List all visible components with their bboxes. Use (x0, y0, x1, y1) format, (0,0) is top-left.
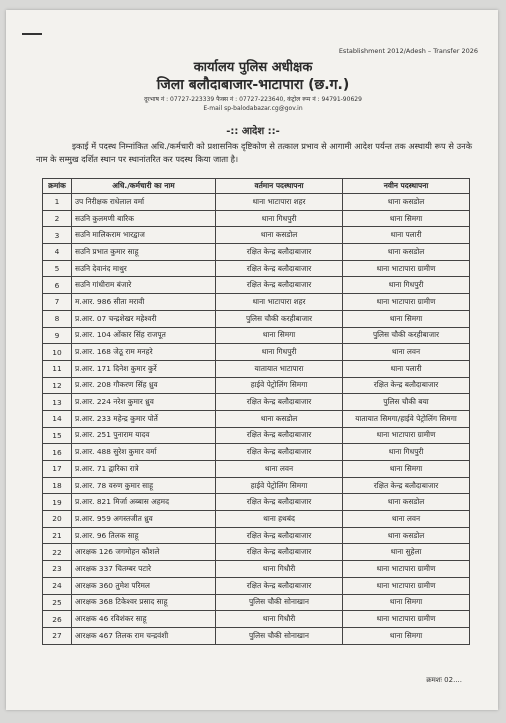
cell-name: सउनि मालिकराम भारद्वाज (72, 227, 216, 244)
table-row (43, 327, 470, 344)
cell-sno: 25 (43, 594, 72, 611)
table-row (43, 260, 470, 277)
cell-sno: 7 (43, 294, 72, 311)
cell-current-posting: थाना भाटापारा शहर (216, 194, 343, 211)
table-row (43, 377, 470, 394)
cell-name: सउनि गांधीराम बंजारे (72, 277, 216, 294)
cell-sno: 20 (43, 511, 72, 528)
page-continuation: क्रमशः 02.... (426, 676, 462, 684)
cell-new-posting: थाना सिमगा (343, 627, 470, 644)
cell-new-posting: थाना गिधपुरी (343, 444, 470, 461)
cell-name: प्र.आर. 171 दिनेश कुमार कुर्रे (72, 360, 216, 377)
cell-name: प्र.आर. 168 जेठू राम मनहरे (72, 344, 216, 361)
cell-current-posting: रक्षित केन्द्र बलौदाबाजार (216, 427, 343, 444)
cell-name: आरक्षक 360 तुमेश परिमल (72, 577, 216, 594)
order-text (36, 140, 472, 166)
cell-new-posting: थाना लवन (343, 344, 470, 361)
cell-new-posting: थाना कसडोल (343, 494, 470, 511)
cell-current-posting: थाना भाटापारा शहर (216, 294, 343, 311)
cell-name: प्र.आर. 07 चन्द्रशेखर महेश्वरी (72, 310, 216, 327)
order-paragraph: इकाई में पदस्थ निम्नांकित अधि./कर्मचारी को प्रशासनिक दृष्टिकोण से तत्काल प्रभाव से आगामी आदेश पर्यन्त तक अस्थायी रूप से उनके नाम के सम्मुख दर्शित स्थान पर स्थानांतरित कर पदस्थ किया जाता है। (36, 141, 472, 164)
cell-current-posting: थाना गिधौरी (216, 611, 343, 628)
cell-current-posting: रक्षित केन्द्र बलौदाबाजार (216, 444, 343, 461)
table-row (43, 594, 470, 611)
col-header-new: नवीन पदस्थापना (343, 179, 470, 194)
table-row (43, 544, 470, 561)
table-row (43, 310, 470, 327)
cell-current-posting: थाना सिमगा (216, 327, 343, 344)
cell-name: आरक्षक 467 तिलक राम चन्द्रवंशी (72, 627, 216, 644)
cell-sno: 3 (43, 227, 72, 244)
cell-sno: 21 (43, 527, 72, 544)
cell-current-posting: पुलिस चौकी करहीबाजार (216, 310, 343, 327)
cell-new-posting: पुलिस चौकी बया (343, 394, 470, 411)
cell-current-posting: थाना कसडोल (216, 227, 343, 244)
cell-sno: 6 (43, 277, 72, 294)
cell-current-posting: हाईवे पेट्रोलिंग सिमगा (216, 477, 343, 494)
table-row (43, 627, 470, 644)
cell-current-posting: थाना गिधपुरी (216, 210, 343, 227)
email-line: E-mail sp-balodabazar.cg@gov.in (203, 105, 303, 112)
cell-current-posting: थाना हथबंद (216, 511, 343, 528)
cell-sno: 12 (43, 377, 72, 394)
table-header-row (43, 179, 470, 194)
cell-current-posting: पुलिस चौकी सोनाखान (216, 627, 343, 644)
cell-sno: 15 (43, 427, 72, 444)
cell-sno: 22 (43, 544, 72, 561)
cell-current-posting: रक्षित केन्द्र बलौदाबाजार (216, 277, 343, 294)
office-title: कार्यालय पुलिस अधीक्षक (193, 60, 313, 75)
table-row (43, 344, 470, 361)
pen-mark (22, 33, 42, 35)
table-row (43, 244, 470, 261)
cell-new-posting: रक्षित केन्द्र बलौदाबाजार (343, 477, 470, 494)
cell-new-posting: पुलिस चौकी करहीबाजार (343, 327, 470, 344)
cell-new-posting: थाना पलारी (343, 227, 470, 244)
cell-name: सउनि प्रभात कुमार साहू (72, 244, 216, 261)
cell-sno: 13 (43, 394, 72, 411)
cell-name: सउनि देवानंद माथुर (72, 260, 216, 277)
table-row (43, 227, 470, 244)
cell-sno: 26 (43, 611, 72, 628)
cell-new-posting: थाना भाटापारा ग्रामीण (343, 260, 470, 277)
cell-new-posting: थाना कसडोल (343, 194, 470, 211)
cell-sno: 24 (43, 577, 72, 594)
cell-name: प्र.आर. 78 वरुण कुमार साहू (72, 477, 216, 494)
cell-name: प्र.आर. 821 मिर्जा अब्बास अहमद (72, 494, 216, 511)
cell-new-posting: थाना कसडोल (343, 244, 470, 261)
table-row (43, 277, 470, 294)
cell-name: प्र.आर. 96 तिलक साहू (72, 527, 216, 544)
cell-name: आरक्षक 337 चितम्बर पटारे (72, 561, 216, 578)
cell-new-posting: थाना गिधपुरी (343, 277, 470, 294)
cell-name: प्र.आर. 488 सुरेश कुमार वर्मा (72, 444, 216, 461)
cell-current-posting: थाना लवन (216, 461, 343, 478)
cell-name: प्र.आर. 224 नरेश कुमार ध्रुव (72, 394, 216, 411)
transfer-table (42, 178, 470, 645)
cell-sno: 10 (43, 344, 72, 361)
table-row (43, 194, 470, 211)
cell-current-posting: रक्षित केन्द्र बलौदाबाजार (216, 527, 343, 544)
table-row (43, 360, 470, 377)
col-header-current: वर्तमान पदस्थापना (216, 179, 343, 194)
table-row (43, 294, 470, 311)
cell-current-posting: पुलिस चौकी सोनाखान (216, 594, 343, 611)
cell-name: प्र.आर. 233 महेन्द्र कुमार पोर्ते (72, 410, 216, 427)
cell-new-posting: थाना सिमगा (343, 310, 470, 327)
table-row (43, 210, 470, 227)
cell-new-posting: यातायात सिमगा/हाईवे पेट्रोलिंग सिमगा (343, 410, 470, 427)
cell-current-posting: रक्षित केन्द्र बलौदाबाजार (216, 244, 343, 261)
cell-new-posting: थाना भाटापारा ग्रामीण (343, 611, 470, 628)
cell-sno: 18 (43, 477, 72, 494)
cell-new-posting: थाना लवन (343, 511, 470, 528)
cell-sno: 11 (43, 360, 72, 377)
table-row (43, 410, 470, 427)
order-heading: -:: आदेश ::- (226, 126, 280, 137)
cell-current-posting: रक्षित केन्द्र बलौदाबाजार (216, 260, 343, 277)
cell-sno: 23 (43, 561, 72, 578)
cell-current-posting: थाना गिधौरी (216, 561, 343, 578)
cell-new-posting: थाना सिमगा (343, 461, 470, 478)
cell-sno: 1 (43, 194, 72, 211)
col-header-name: अधि./कर्मचारी का नाम (72, 179, 216, 194)
cell-current-posting: हाईवे पेट्रोलिंग सिमगा (216, 377, 343, 394)
cell-current-posting: थाना कसडोल (216, 410, 343, 427)
cell-new-posting: थाना भाटापारा ग्रामीण (343, 294, 470, 311)
cell-current-posting: यातायात भाटापारा (216, 360, 343, 377)
cell-name: उप निरीक्षक राधेलाल वर्मा (72, 194, 216, 211)
cell-name: आरक्षक 368 टिकेश्वर प्रसाद साहू (72, 594, 216, 611)
cell-current-posting: रक्षित केन्द्र बलौदाबाजार (216, 394, 343, 411)
cell-sno: 9 (43, 327, 72, 344)
table-row (43, 561, 470, 578)
cell-sno: 4 (43, 244, 72, 261)
table-row (43, 444, 470, 461)
cell-new-posting: थाना सिमगा (343, 210, 470, 227)
cell-sno: 17 (43, 461, 72, 478)
table-row (43, 394, 470, 411)
cell-sno: 5 (43, 260, 72, 277)
cell-name: आरक्षक 46 रविशंकर साहू (72, 611, 216, 628)
cell-new-posting: थाना भाटापारा ग्रामीण (343, 577, 470, 594)
cell-new-posting: रक्षित केन्द्र बलौदाबाजार (343, 377, 470, 394)
cell-name: प्र.आर. 959 अगस्तजीत ध्रुव (72, 511, 216, 528)
table-row (43, 477, 470, 494)
cell-current-posting: थाना गिधपुरी (216, 344, 343, 361)
table-row (43, 461, 470, 478)
cell-sno: 14 (43, 410, 72, 427)
table-row (43, 427, 470, 444)
cell-name: आरक्षक 126 जगमोहन कौशले (72, 544, 216, 561)
district-title: जिला बलौदाबाजार-भाटापारा (छ.ग.) (156, 77, 350, 93)
cell-sno: 8 (43, 310, 72, 327)
cell-name: म.आर. 986 सीता मरावी (72, 294, 216, 311)
table-body (43, 194, 470, 645)
col-header-sno: क्रमांक (43, 179, 72, 194)
contact-line: दूरभाष नं : 07727-223339 फैक्स नं : 07727-223640, कंट्रोल रूम नं : 94791-90629 (144, 96, 362, 103)
table-row (43, 511, 470, 528)
cell-new-posting: थाना सिमगा (343, 594, 470, 611)
table-row (43, 527, 470, 544)
cell-new-posting: थाना सुहेला (343, 544, 470, 561)
table-row (43, 494, 470, 511)
cell-current-posting: रक्षित केन्द्र बलौदाबाजार (216, 544, 343, 561)
cell-name: प्र.आर. 104 ओंकार सिंह राजपूत (72, 327, 216, 344)
cell-new-posting: थाना कसडोल (343, 527, 470, 544)
cell-sno: 27 (43, 627, 72, 644)
cell-new-posting: थाना भाटापारा ग्रामीण (343, 561, 470, 578)
cell-name: प्र.आर. 208 गौकरण सिंह ध्रुव (72, 377, 216, 394)
cell-sno: 19 (43, 494, 72, 511)
cell-sno: 2 (43, 210, 72, 227)
cell-current-posting: रक्षित केन्द्र बलौदाबाजार (216, 494, 343, 511)
table-row (43, 611, 470, 628)
cell-name: सउनि कुलमणी बारिक (72, 210, 216, 227)
cell-current-posting: रक्षित केन्द्र बलौदाबाजार (216, 577, 343, 594)
establishment-ref: Establishment 2012/Adesh – Transfer 2026 (338, 47, 478, 55)
cell-new-posting: थाना पलारी (343, 360, 470, 377)
cell-name: प्र.आर. 71 द्वारिका रात्रे (72, 461, 216, 478)
cell-name: प्र.आर. 251 पुनाराम यादव (72, 427, 216, 444)
cell-new-posting: थाना भाटापारा ग्रामीण (343, 427, 470, 444)
table-row (43, 577, 470, 594)
cell-sno: 16 (43, 444, 72, 461)
